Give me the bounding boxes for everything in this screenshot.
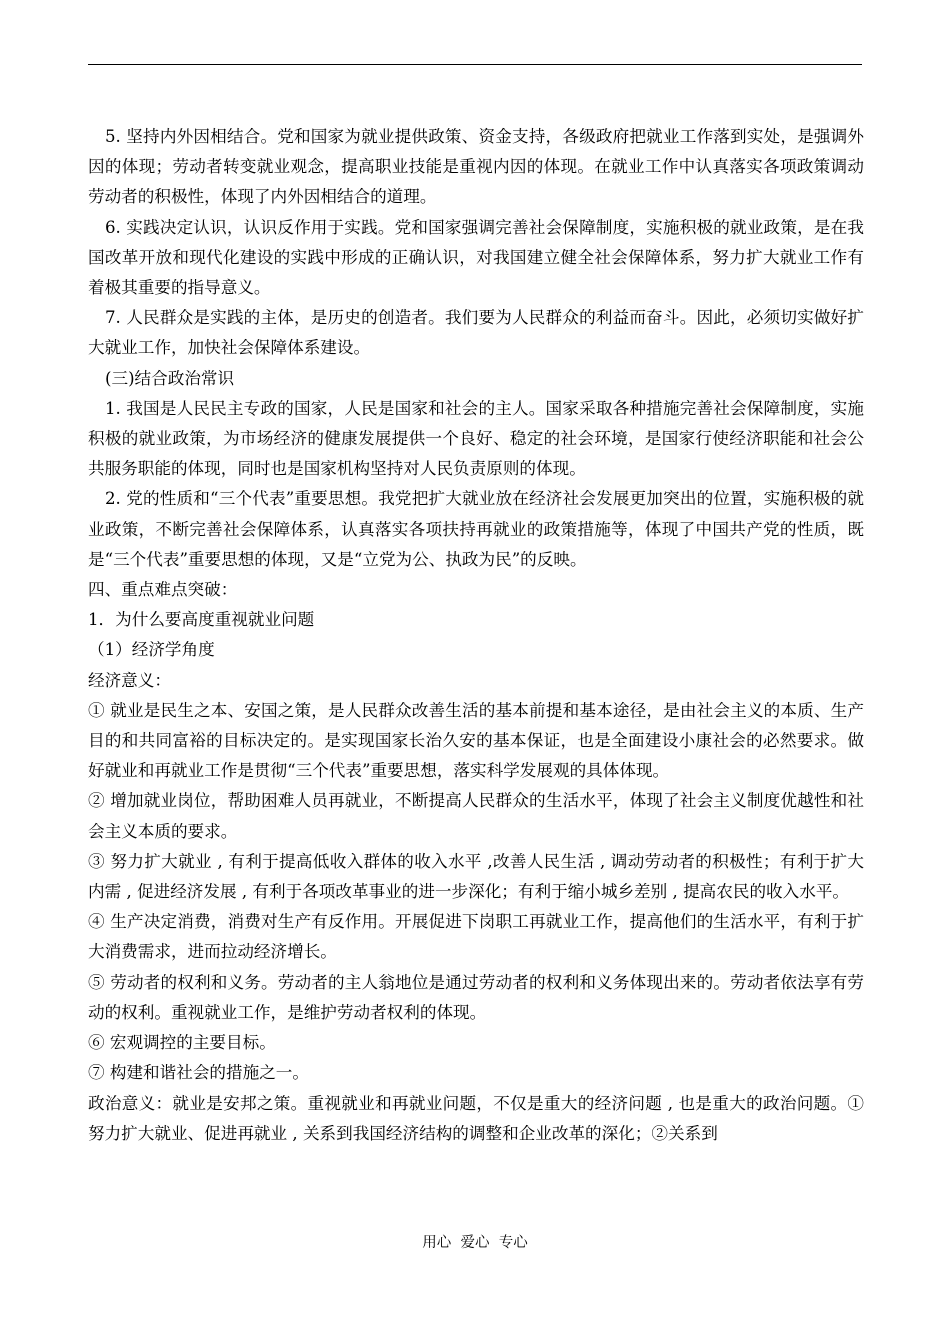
subheading-economics: （1）经济学角度: [88, 640, 215, 660]
list-item-3: ③ 努力扩大就业 , 有利于提高低收入群体的收入水平 ,改善人民生活 , 调动劳动者的积极性；有利于扩大内需 , 促进经济发展 , 有利于各项改革事业的进一步深化；有利于缩小城乡差别 , 提高农民的收入水平。: [88, 851, 864, 902]
page-footer: 用心 爱心 专心: [422, 1235, 528, 1251]
document-body: [88, 122, 864, 1149]
paragraph-political-significance: 政治意义：就业是安邦之策。重视就业和再就业问题，不仅是重大的经济问题 , 也是重大的政治问题。①努力扩大就业、促进再就业 , 关系到我国经济结构的调整和企业改革的深化；②关系到: [88, 1093, 864, 1143]
list-item-2: ② 增加就业岗位，帮助困难人员再就业，不断提高人民群众的生活水平，体现了社会主义制度优越性和社会主义本质的要求。: [88, 791, 864, 841]
header-rule: [88, 64, 862, 65]
list-item-6: ⑥ 宏观调控的主要目标。: [88, 1033, 276, 1053]
paragraph-6-practice-cognition: 6. 实践决定认识，认识反作用于实践。党和国家强调完善社会保障制度，实施积极的就业政策，是在我国改革开放和现代化建设的实践中形成的正确认识，对我国建立健全社会保障体系，努力扩大就业工作有着极其重要的指导意义。: [88, 217, 864, 298]
list-item-7: ⑦ 构建和谐社会的措施之一。: [88, 1063, 309, 1083]
list-item-5: ⑤ 劳动者的权利和义务。劳动者的主人翁地位是通过劳动者的权利和义务体现出来的。劳动者依法享有劳动的权利。重视就业工作，是维护劳动者权利的体现。: [88, 972, 864, 1022]
section-heading-key-points: 四、重点难点突破：: [88, 580, 238, 600]
list-item-4: ④ 生产决定消费，消费对生产有反作用。开展促进下岗职工再就业工作，提高他们的生活水平，有利于扩大消费需求，进而拉动经济增长。: [88, 912, 864, 962]
paragraph-politics-2: 2. 党的性质和“三个代表”重要思想。我党把扩大就业放在经济社会发展更加突出的位置，实施积极的就业政策，不断完善社会保障体系，认真落实各项扶持再就业的政策措施等，体现了中国共产党的性质，既是“三个代表”重要思想的体现，又是“立党为公、执政为民”的反映。: [88, 489, 864, 569]
section-heading-politics: (三)结合政治常识: [105, 368, 235, 388]
paragraph-politics-1: 1. 我国是人民民主专政的国家，人民是国家和社会的主人。国家采取各种措施完善社会保障制度，实施积极的就业政策，为市场经济的健康发展提供一个良好、稳定的社会环境，是国家行使经济职能和社会公共服务职能的体现，同时也是国家机构坚持对人民负责原则的体现。: [88, 398, 864, 479]
list-item-1: ① 就业是民生之本、安国之策，是人民群众改善生活的基本前提和基本途径，是由社会主义的本质、生产目的和共同富裕的目标决定的。是实现国家长治久安的基本保证，也是全面建设小康社会的必然要求。做好就业和再就业工作是贯彻“三个代表”重要思想，落实科学发展观的具体体现。: [88, 700, 864, 781]
question-heading-1: 1．为什么要高度重视就业问题: [88, 610, 315, 630]
label-economic-significance: 经济意义：: [88, 670, 171, 690]
paragraph-5-internal-external: 5. 坚持内外因相结合。党和国家为就业提供政策、资金支持，各级政府把就业工作落到实处，是强调外因的体现；劳动者转变就业观念，提高职业技能是重视内因的体现。在就业工作中认真落实各项政策调动劳动者的积极性，体现了内外因相结合的道理。: [88, 127, 864, 207]
paragraph-7-people-masses: 7. 人民群众是实践的主体，是历史的创造者。我们要为人民群众的利益而奋斗。因此，必须切实做好扩大就业工作，加快社会保障体系建设。: [88, 308, 864, 358]
